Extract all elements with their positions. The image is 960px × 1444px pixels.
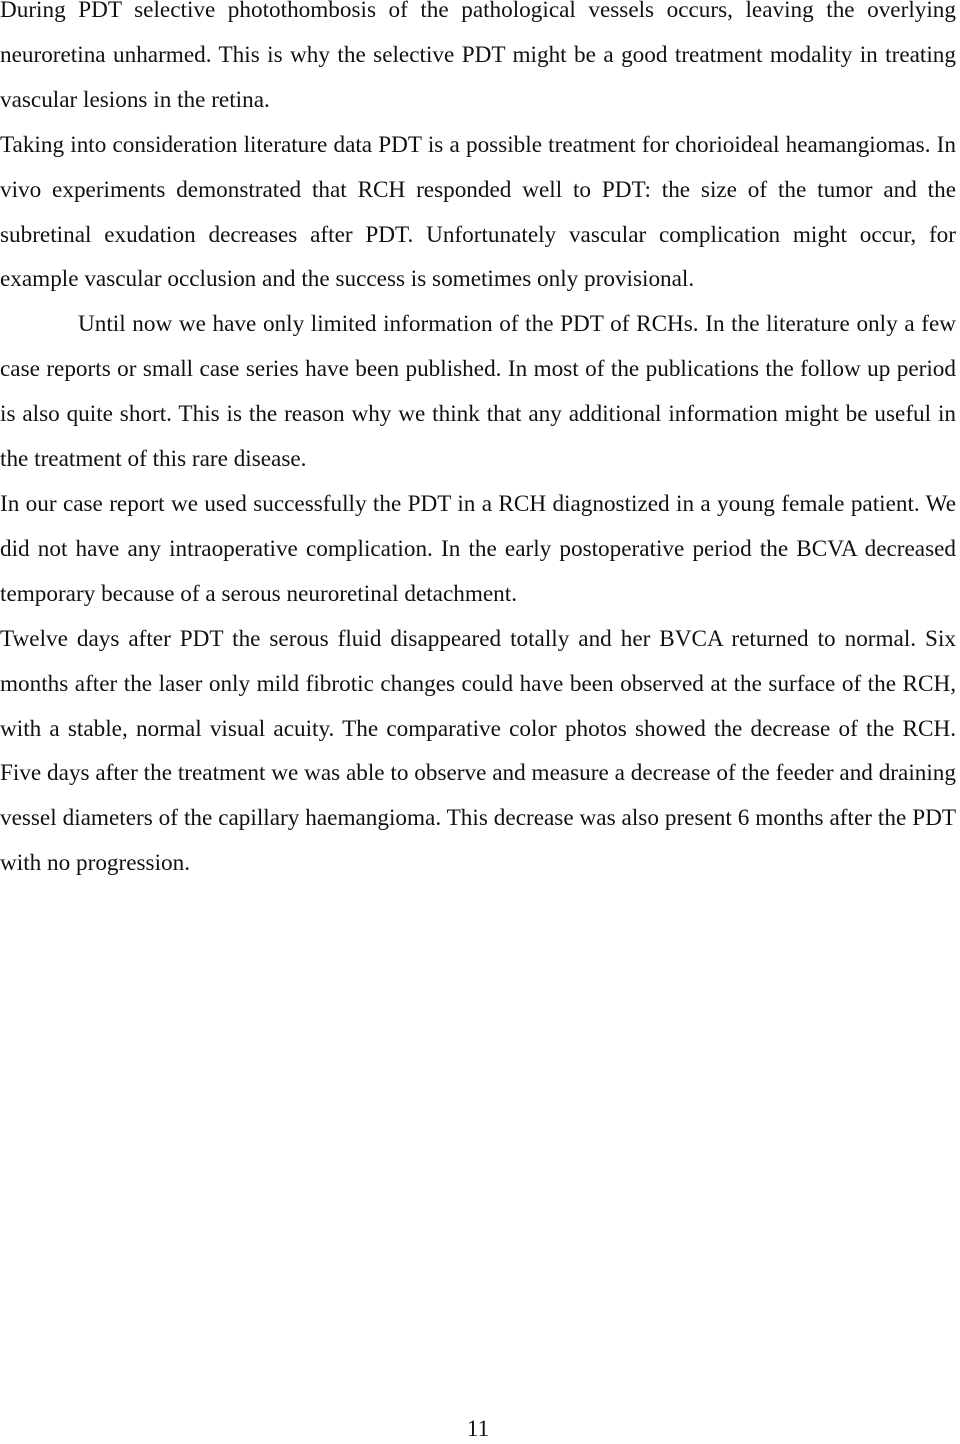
paragraph-case-report: In our case report we used successfully the PDT in a RCH diagnostized in a young female patient. We did not have any intraoperative complication. In the early postoperative period the BCVA decreased temporary because of a serous neuroretinal detachment. [0, 490, 956, 607]
page-number: 11 [466, 1416, 490, 1441]
paragraph-limited-information: Until now we have only limited information of the PDT of RCHs. In the literature only a few case reports or small case series have been published. In most of the publications the follow up period is also quite short. This is the reason why we think that any additional information might be useful in the treatment of this rare disease. [0, 311, 956, 473]
paragraph-pdt-thrombosis: During PDT selective photothombosis of the pathological vessels occurs, leaving the overlying neuroretina unharmed. This is why the selective PDT might be a good treatment modality in treating vascular lesions in the retina. [0, 0, 956, 113]
paragraph-literature-data: Taking into consideration literature data PDT is a possible treatment for chorioideal heamangiomas. In vivo experiments demonstrated that RCH responded well to PDT: the size of the tumor and the subretinal exudation decreases after PDT. Unfortunately vascular complication might occur, for example vascular occlusion and the success is sometimes only provisional. [0, 131, 956, 293]
paragraph-follow-up: Twelve days after PDT the serous fluid disappeared totally and her BVCA returned to normal. Six months after the laser only mild fibrotic changes could have been observed at the surface of the RCH, with a stable, normal visual acuity. The comparative color photos showed the decrease of the RCH. Five days after the treatment we was able to observe and measure a decrease of the feeder and draining vessel diameters of the capillary haemangioma. This decrease was also present 6 months after the PDT with no progression. [0, 625, 956, 877]
